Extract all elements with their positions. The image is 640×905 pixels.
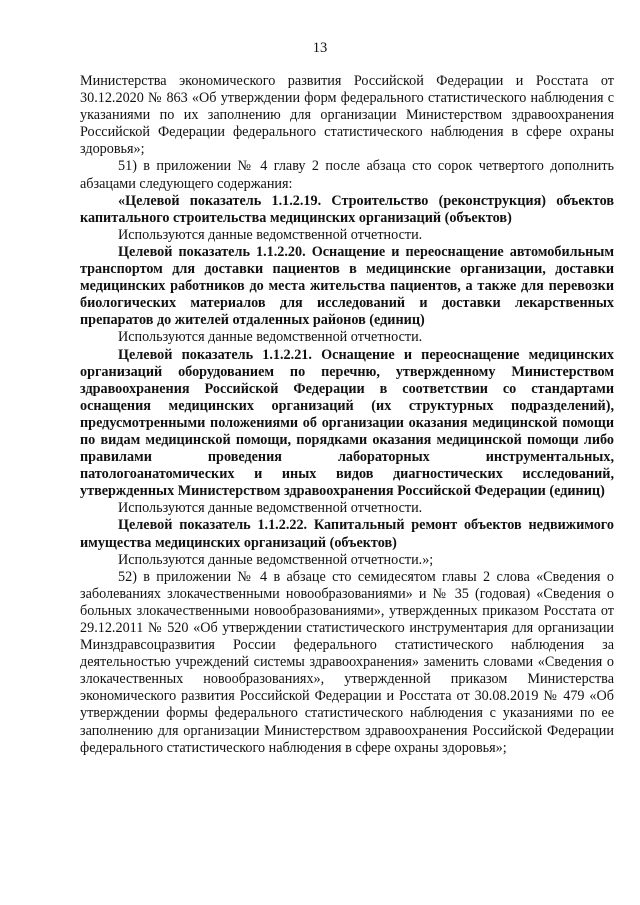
data-source-note-3: Используются данные ведомственной отчетности. (118, 500, 423, 517)
document-body (80, 73, 614, 757)
page-number: 13 (312, 40, 328, 56)
indicator-heading-1-1-2-22: Целевой показатель 1.1.2.22. Капитальный ремонт объектов недвижимого имущества медицинских организаций (объектов) (80, 517, 614, 551)
data-source-note-4: Используются данные ведомственной отчетности.»; (118, 551, 434, 568)
indicator-heading-1-1-2-21: Целевой показатель 1.1.2.21. Оснащение и переоснащение медицинских организаций оборудованием по перечню, утвержденному Министерством здравоохранения Российской Федерации в соответствии со стандартами оснащения медицинских организаций (их структурных подразделений), предусмотренными положениями об организации оказания медицинской помощи по видам медицинской помощи, порядками оказания медицинской помощи либо правилами проведения лабораторных инструментальных, патологоанатомических и иных видов диагностических исследований, утвержденных Министерством здравоохранения Российской Федерации (единиц) (80, 346, 614, 500)
data-source-note-2: Используются данные ведомственной отчетности. (118, 329, 423, 346)
indicator-heading-1-1-2-19: «Целевой показатель 1.1.2.19. Строительство (реконструкция) объектов капитального строительства медицинских организаций (объектов) (80, 192, 614, 226)
data-source-note-1: Используются данные ведомственной отчетности. (118, 226, 423, 243)
paragraph-1: Министерства экономического развития Российской Федерации и Росстата от 30.12.2020 № 863 «Об утверждении форм федерального статистического наблюдения с указаниями по их заполнению для организации Министерством здравоохранения Российской Федерации федерального статистического наблюдения в сфере охраны здоровья»; (80, 73, 614, 158)
paragraph-52: 52) в приложении № 4 в абзаце сто семидесятом главы 2 слова «Сведения о заболеваниях злокачественными новообразованиями» и № 35 (годовая) «Сведения о больных злокачественными новообразованиями», утвержденных приказом Росстата от 29.12.2011 № 520 «Об утверждении статистического инструментария для организации Минздравсоцразвития России федерального статистического наблюдения за деятельностью учреждений системы здравоохранения» заменить словами «Сведения о злокачественных новообразованиях», утвержденной приказом Министерства экономического развития Российской Федерации и Росстата от 30.08.2019 № 479 «Об утверждении формы федерального статистического наблюдения с указаниями по ее заполнению для организации Министерством здравоохранения Российской Федерации федерального статистического наблюдения в сфере охраны здоровья»; (80, 568, 614, 756)
paragraph-2: 51) в приложении № 4 главу 2 после абзаца сто сорок четвертого дополнить абзацами следующего содержания: (80, 158, 614, 192)
indicator-heading-1-1-2-20: Целевой показатель 1.1.2.20. Оснащение и переоснащение автомобильным транспортом для доставки пациентов в медицинские организации, доставки медицинских работников до места жительства пациентов, а также для перевозки биологических материалов для исследований и доставки лекарственных препаратов до жителей отдаленных районов (единиц) (80, 243, 614, 329)
